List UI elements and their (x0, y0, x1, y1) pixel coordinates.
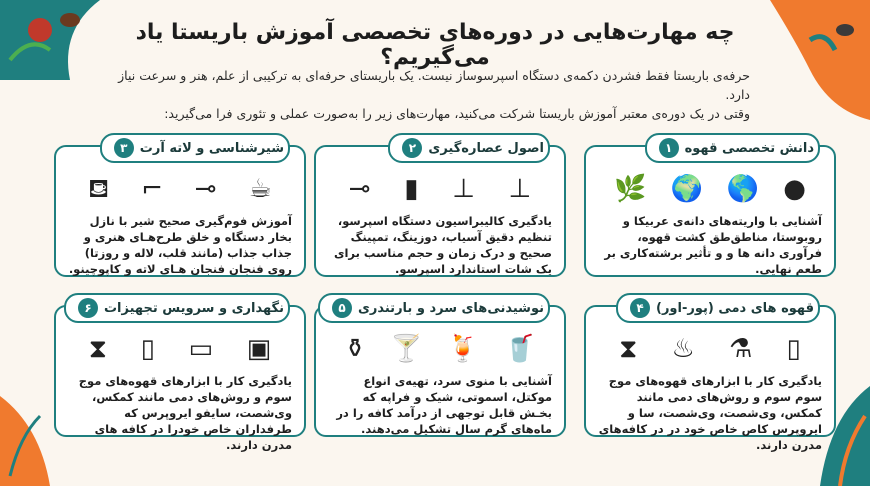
portafilter-icon: ⊸ (348, 174, 371, 204)
chemex-icon: ⧗ (619, 334, 638, 364)
skill-card-1 (584, 140, 836, 277)
espresso-machine-icon: ▣ (246, 334, 272, 364)
skill-card-1-number: ۱ (659, 138, 679, 158)
skill-card-3 (54, 140, 306, 277)
skill-card-1-icons (602, 169, 818, 209)
skill-card-3-icons (72, 169, 288, 209)
siphon-icon: ⚗ (729, 334, 753, 364)
drip-kettle-icon: ♨ (671, 334, 695, 364)
lemonade-icon: 🥤 (503, 334, 536, 364)
intro-line-2: وقتی در یک دوره‌ی معتبر آموزش باریستا شرکت می‌کنید، مهارت‌های زیر را به‌صورت عملی و تئوری فرا می‌گیرید: (164, 106, 750, 121)
portafilter-icon: ⊸ (194, 174, 217, 204)
skill-card-6-title: نگهداری و سرویس تجهیزات (103, 300, 284, 316)
skill-card-2 (314, 140, 566, 277)
skill-card-3-text: آموزش فوم‌گیری صحیح شیر با نازل بخار دستگاه و خلق طرح‌هـای هنری و جذاب جذاب (مانند قلب، لاله و روزتا) روی فنجان فنجان هـای لاته و کاپوچینو. (68, 214, 292, 276)
skill-card-5-tab (318, 293, 550, 323)
skill-card-6-tab (64, 293, 290, 323)
descaler-icon: ▭ (188, 334, 214, 364)
intro-line-1: حرفه‌ی باریستا فقط فشردن دکمه‌ی دستگاه اسپرسوساز نیست. یک باریستای حرفه‌ای به ترکیبی از علم، هنر و سرعت نیاز دارد. (118, 68, 750, 102)
grinder-icon: ▮ (404, 174, 419, 204)
intro-text (110, 66, 750, 123)
skill-card-2-number: ۲ (402, 138, 422, 158)
skill-card-4-title: قهوه های دمی (پور-اور) (656, 300, 814, 316)
skill-card-5 (314, 300, 566, 437)
skill-card-1-tab (645, 133, 820, 163)
skill-card-5-text: آشنایی با منوی سرد، تهیه‌ی انواع موکتل، اسموتی، شیک و فراپه که بخـش قابل توجهی از درآمد کافه را در ماه‌های گرم سال تشکیل می‌دهند. (336, 374, 552, 436)
cocktail-icon: 🍸 (390, 334, 423, 364)
skill-card-3-title: شیرشناسی و لاته آرت (139, 140, 284, 156)
mojito-icon: 🍹 (446, 334, 480, 364)
coffee-plant-icon: 🌿 (614, 174, 647, 204)
top-left-decoration (0, 0, 110, 80)
skill-card-6-icons (72, 329, 288, 369)
skill-card-3-tab (100, 133, 290, 163)
skill-card-2-tab (388, 133, 550, 163)
skill-card-4-text: یادگیری کار با ابزارهای قهوه‌های موج سوم سوم و روش‌های دمی مانند کمکس، وی‌شصت، وی‌شصت، سا و ایروپرس کاص خاص خود در در کافه‌های مدرن دارند. (598, 374, 822, 452)
skill-card-5-title: نوشیدنی‌های سرد و بارتندری (357, 300, 544, 316)
skill-card-1-text: آشنایی با واریته‌های دانه‌ی عربیکا و روبوستا، مناطق‌طق کشت قهوه، فرآوری دانه ها و و تأثیر برشته‌کاری بر طعم نهایی. (604, 214, 822, 276)
chemex-icon: ⧗ (88, 334, 108, 364)
page-title: چه مهارت‌هایی در دوره‌های تخصصی آموزش باریستا یاد می‌گیریم؟ (135, 20, 735, 70)
top-right-decoration (740, 0, 870, 120)
skill-card-2-title: اصول عصاره‌گیری (428, 140, 544, 156)
skill-card-4-number: ۴ (630, 298, 650, 318)
coffee-beans-icon: ● (783, 174, 806, 204)
skill-card-5-icons (332, 329, 548, 369)
tamper-icon: ⊥ (452, 174, 475, 204)
aeropress-icon: ▯ (786, 334, 801, 364)
skill-card-1-title: دانش تخصصی قهوه (684, 140, 814, 156)
skill-card-3-number: ۳ (114, 138, 134, 158)
skill-card-6 (54, 300, 306, 452)
tamper-icon: ⊥ (508, 174, 532, 204)
skill-card-5-number: ۵ (332, 298, 352, 318)
skill-card-2-icons (332, 169, 548, 209)
cleaner-bottle-icon: ▯ (140, 334, 155, 364)
steam-wand-icon: ⌐ (141, 174, 163, 204)
globe-icon: 🌍 (670, 174, 703, 204)
skill-card-4 (584, 300, 836, 452)
skill-card-4-tab (616, 293, 820, 323)
skill-card-6-text: یادگیری کار با ابزارهای قهوه‌های موج سوم و روش‌های دمی مانند کمکس، وی‌شصت، سایفو ایروپرس که طرفداران خاص خودرا در کافه های مدرن دارند. (78, 374, 292, 452)
globe-icon: 🌎 (726, 174, 760, 204)
latte-art-icon: ☕ (248, 174, 272, 204)
skill-card-4-icons (602, 329, 818, 369)
milk-pitcher-icon: ⛾ (87, 174, 110, 204)
skill-card-2-text: یادگیری کالیبراسیون دستگاه اسپرسو، تنظیم دقیق آسیاب، دوزینگ، تمپینگ صحیح و درک زمان و حجم مناسب برای یک شات استاندارد اسپرسو. (333, 214, 552, 276)
shaker-icon: ⚱ (344, 334, 366, 364)
skill-card-6-number: ۶ (78, 298, 98, 318)
